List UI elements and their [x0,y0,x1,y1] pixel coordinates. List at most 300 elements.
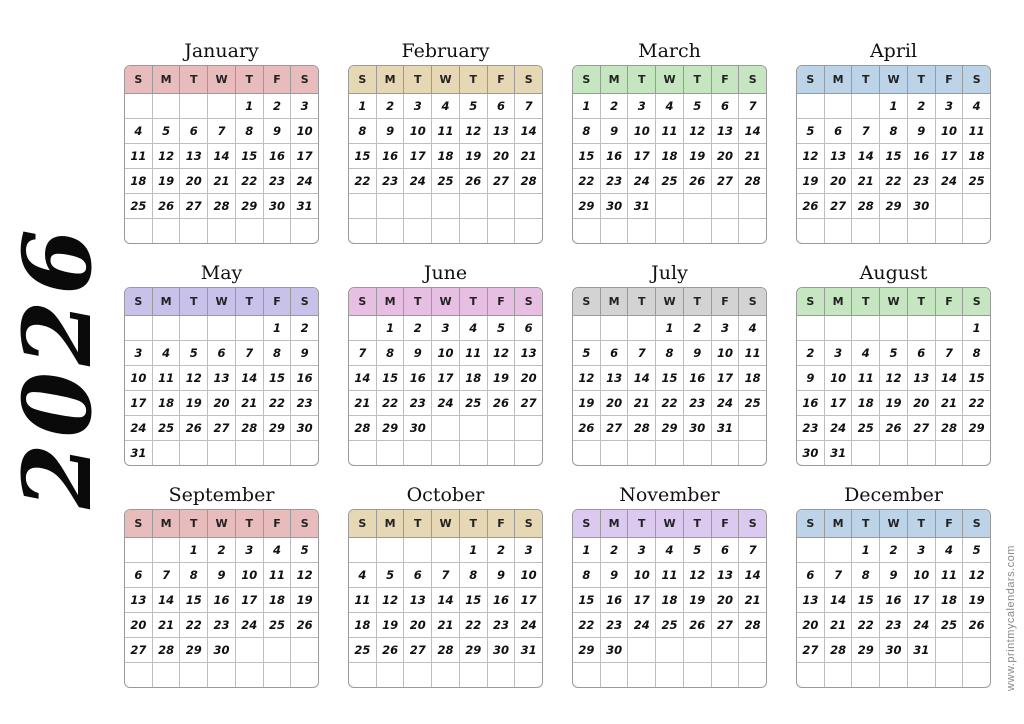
weekday-label: M [825,66,853,93]
day-cell: 17 [628,144,656,168]
day-cell [349,441,377,465]
day-cell [797,316,825,340]
day-cell [153,94,181,118]
day-cell: 16 [488,588,516,612]
day-cell: 27 [908,416,936,440]
day-cell: 13 [601,366,629,390]
day-cell: 8 [377,341,405,365]
day-cell: 26 [880,416,908,440]
day-cell [515,219,542,243]
day-cell: 19 [684,588,712,612]
day-cell [404,194,432,218]
day-cell: 29 [573,194,601,218]
day-cell: 16 [264,144,292,168]
day-cell: 23 [208,613,236,637]
day-cell: 22 [264,391,292,415]
week-row [349,169,542,194]
week-row [573,538,766,563]
day-cell [684,663,712,687]
day-cell: 25 [153,416,181,440]
day-cell: 30 [797,441,825,465]
day-cell: 20 [404,613,432,637]
month-grid [572,287,767,466]
day-cell: 23 [488,613,516,637]
day-cell [488,416,516,440]
day-cell: 1 [852,538,880,562]
day-cell: 17 [296,149,313,163]
day-cell: 9 [404,341,432,365]
day-cell [125,316,153,340]
day-cell [208,219,236,243]
day-cell: 17 [432,366,460,390]
week-row [573,613,766,638]
day-cell [712,663,740,687]
day-cell: 30 [908,194,936,218]
day-cell: 10 [520,568,537,582]
day-cell [852,219,880,243]
year-label: 2026 [3,223,113,509]
day-cell: 22 [349,169,377,193]
day-cell: 28 [744,174,761,188]
day-cell: 27 [180,194,208,218]
day-cell [936,663,964,687]
day-cell: 11 [852,366,880,390]
day-cell: 30 [601,638,629,662]
day-cell: 18 [656,144,684,168]
day-cell: 25 [744,396,761,410]
day-cell: 19 [573,391,601,415]
day-cell: 24 [628,613,656,637]
month-grid [124,509,319,688]
day-cell: 15 [573,144,601,168]
day-cell: 19 [684,144,712,168]
day-cell: 12 [488,341,516,365]
day-cell: 23 [684,391,712,415]
day-cell [404,663,432,687]
week-row [125,638,318,663]
day-cell [208,663,236,687]
day-cell [515,416,542,440]
day-cell: 9 [908,119,936,143]
day-cell: 11 [936,563,964,587]
weekday-label: T [908,510,936,537]
week-row [349,194,542,219]
day-cell: 22 [377,391,405,415]
weekday-label: F [488,288,516,315]
day-cell: 7 [432,563,460,587]
day-cell [153,663,181,687]
day-cell [656,194,684,218]
day-cell: 11 [656,119,684,143]
day-cell [963,663,990,687]
day-cell: 30 [296,421,313,435]
day-cell: 16 [377,144,405,168]
weekday-label: F [264,66,292,93]
weekday-label: S [349,66,377,93]
weekday-label: F [712,288,740,315]
day-cell [684,638,712,662]
day-cell: 13 [488,119,516,143]
day-cell: 4 [852,341,880,365]
day-cell [573,441,601,465]
weekday-label: T [684,288,712,315]
day-cell [236,441,264,465]
week-row [125,316,318,341]
week-row [797,663,990,687]
day-cell [601,219,629,243]
day-cell: 17 [908,588,936,612]
day-cell: 18 [852,391,880,415]
month-calendar [796,38,991,244]
day-cell: 2 [377,94,405,118]
day-cell: 29 [880,194,908,218]
day-cell: 28 [236,416,264,440]
month-calendar [124,482,319,688]
credit-url: www.printmycalendars.com [1005,545,1017,691]
day-cell [488,441,516,465]
month-grid [348,287,543,466]
day-cell: 20 [825,169,853,193]
day-cell: 13 [797,588,825,612]
day-cell [515,441,542,465]
day-cell: 27 [488,169,516,193]
month-name: May [200,262,243,284]
day-cell: 10 [712,341,740,365]
month-calendar [796,482,991,688]
day-cell: 7 [208,119,236,143]
day-cell: 20 [797,613,825,637]
week-row [797,391,990,416]
weekday-label: S [125,66,153,93]
day-cell: 20 [712,588,740,612]
day-cell: 4 [153,341,181,365]
day-cell: 13 [825,144,853,168]
day-cell: 4 [656,94,684,118]
day-cell: 15 [377,366,405,390]
day-cell [852,441,880,465]
day-cell: 2 [880,538,908,562]
day-cell: 7 [748,99,757,113]
week-row [349,119,542,144]
weekday-header [125,66,318,94]
day-cell: 13 [712,119,740,143]
weekday-header [125,288,318,316]
month-grid [572,509,767,688]
day-cell [291,219,318,243]
day-cell: 15 [349,144,377,168]
day-cell: 31 [825,441,853,465]
day-cell: 21 [825,613,853,637]
day-cell: 30 [684,416,712,440]
day-cell: 2 [404,316,432,340]
day-cell [180,441,208,465]
day-cell: 3 [300,99,309,113]
week-row [573,341,766,366]
week-row [125,119,318,144]
day-cell: 10 [236,563,264,587]
day-cell [208,316,236,340]
day-cell [797,219,825,243]
day-cell [712,194,740,218]
weekday-label: M [377,510,405,537]
day-cell [264,441,292,465]
weekday-label: W [656,510,684,537]
week-row [125,588,318,613]
day-cell: 25 [125,194,153,218]
weekday-header [349,66,542,94]
month-name: November [619,484,720,506]
month-name: August [859,262,928,284]
weekday-label: M [153,288,181,315]
day-cell: 4 [432,94,460,118]
weekday-label: M [153,66,181,93]
day-cell [963,638,990,662]
day-cell: 23 [601,169,629,193]
day-cell: 21 [628,391,656,415]
weekday-label: W [656,288,684,315]
day-cell: 8 [972,346,981,360]
day-cell [936,316,964,340]
weekday-label: F [264,510,292,537]
day-cell: 10 [296,124,313,138]
weekday-label: T [180,288,208,315]
day-cell: 29 [236,194,264,218]
day-cell: 12 [460,119,488,143]
day-cell: 21 [744,149,761,163]
weekday-header [797,66,990,94]
month-name: September [168,484,275,506]
day-cell: 4 [936,538,964,562]
day-cell: 27 [712,169,740,193]
day-cell [601,663,629,687]
day-cell [825,94,853,118]
day-cell: 27 [520,396,537,410]
day-cell [656,663,684,687]
day-cell [880,316,908,340]
day-cell: 8 [852,563,880,587]
day-cell: 14 [520,124,537,138]
day-cell [573,219,601,243]
week-row [797,563,990,588]
weekday-label: W [432,66,460,93]
day-cell [180,316,208,340]
weekday-label: T [908,288,936,315]
day-cell: 19 [377,613,405,637]
day-cell: 14 [852,144,880,168]
day-cell: 26 [296,618,313,632]
day-cell [349,538,377,562]
day-cell: 27 [125,638,153,662]
day-cell: 30 [880,638,908,662]
day-cell: 23 [264,169,292,193]
day-cell: 29 [968,421,985,435]
day-cell: 8 [460,563,488,587]
month-name: March [638,40,701,62]
day-cell [153,316,181,340]
day-cell: 4 [972,99,981,113]
day-cell: 26 [180,416,208,440]
day-cell: 12 [684,119,712,143]
credit [1004,545,1018,691]
day-cell: 29 [264,416,292,440]
weekday-label: W [208,288,236,315]
day-cell: 5 [573,341,601,365]
day-cell [236,638,264,662]
day-cell: 8 [656,341,684,365]
day-cell: 4 [264,538,292,562]
day-cell: 22 [880,169,908,193]
day-cell: 16 [797,391,825,415]
day-cell [739,441,766,465]
day-cell: 24 [296,174,313,188]
day-cell: 14 [744,124,761,138]
week-row [573,366,766,391]
day-cell: 11 [460,341,488,365]
day-cell [852,663,880,687]
day-cell [125,663,153,687]
day-cell: 28 [852,194,880,218]
day-cell: 4 [349,563,377,587]
weekday-label: W [656,66,684,93]
day-cell: 2 [684,316,712,340]
week-row [797,169,990,194]
week-row [797,416,990,441]
day-cell: 6 [488,94,516,118]
day-cell: 3 [432,316,460,340]
week-row [573,416,766,441]
day-cell: 26 [460,169,488,193]
day-cell [291,638,318,662]
week-row [573,663,766,687]
day-cell: 14 [236,366,264,390]
day-cell: 17 [236,588,264,612]
week-row [349,416,542,441]
day-cell: 7 [628,341,656,365]
day-cell: 7 [936,341,964,365]
day-cell: 22 [573,169,601,193]
weekday-label: T [460,288,488,315]
day-cell: 18 [460,366,488,390]
day-cell: 26 [488,391,516,415]
day-cell: 20 [208,391,236,415]
day-cell [963,441,990,465]
day-cell: 2 [208,538,236,562]
weekday-label: T [684,66,712,93]
week-row [573,119,766,144]
weekday-label: S [524,517,533,530]
day-cell: 22 [460,613,488,637]
day-cell: 3 [936,94,964,118]
day-cell: 25 [460,391,488,415]
weekday-label: S [573,288,601,315]
weekday-label: S [797,510,825,537]
day-cell: 16 [296,371,313,385]
week-row [349,563,542,588]
day-cell: 28 [825,638,853,662]
day-cell: 21 [936,391,964,415]
day-cell: 15 [264,366,292,390]
day-cell: 18 [264,588,292,612]
day-cell: 14 [349,366,377,390]
weekday-label: W [208,66,236,93]
day-cell: 10 [125,366,153,390]
day-cell: 25 [936,613,964,637]
day-cell [684,194,712,218]
day-cell [432,219,460,243]
day-cell: 1 [264,316,292,340]
day-cell: 10 [628,119,656,143]
day-cell: 4 [460,316,488,340]
day-cell: 15 [968,371,985,385]
day-cell [125,219,153,243]
day-cell: 19 [797,169,825,193]
day-cell: 22 [236,169,264,193]
day-cell: 17 [125,391,153,415]
day-cell: 26 [797,194,825,218]
day-cell: 5 [377,563,405,587]
weekday-label: F [488,66,516,93]
month-grid [572,65,767,244]
day-cell: 18 [936,588,964,612]
weekday-label: S [300,295,309,308]
day-cell: 21 [153,613,181,637]
day-cell: 6 [712,94,740,118]
weekday-header [349,288,542,316]
day-cell: 22 [852,613,880,637]
day-cell: 18 [968,149,985,163]
day-cell: 6 [601,341,629,365]
week-row [125,169,318,194]
day-cell [488,194,516,218]
day-cell: 17 [628,588,656,612]
weekday-label: T [908,66,936,93]
day-cell: 12 [684,563,712,587]
day-cell: 20 [601,391,629,415]
day-cell: 9 [684,341,712,365]
day-cell [908,441,936,465]
day-cell [739,194,766,218]
day-cell [236,316,264,340]
week-row [797,144,990,169]
week-row [349,638,542,663]
weekday-label: S [573,510,601,537]
day-cell: 21 [744,593,761,607]
day-cell: 30 [404,416,432,440]
day-cell: 17 [404,144,432,168]
day-cell: 1 [573,94,601,118]
day-cell: 28 [520,174,537,188]
month-name: July [651,262,688,284]
weekday-label: T [236,288,264,315]
day-cell [908,219,936,243]
week-row [573,441,766,465]
week-row [573,144,766,169]
weekday-label: S [573,66,601,93]
day-cell: 20 [180,169,208,193]
day-cell: 24 [236,613,264,637]
week-row [349,588,542,613]
day-cell: 5 [460,94,488,118]
day-cell: 12 [797,144,825,168]
weekday-label: W [880,288,908,315]
weekday-label: W [208,510,236,537]
day-cell: 1 [573,538,601,562]
day-cell: 8 [880,119,908,143]
day-cell: 24 [936,169,964,193]
weekday-label: S [797,288,825,315]
day-cell: 24 [825,416,853,440]
weekday-label: S [524,73,533,86]
